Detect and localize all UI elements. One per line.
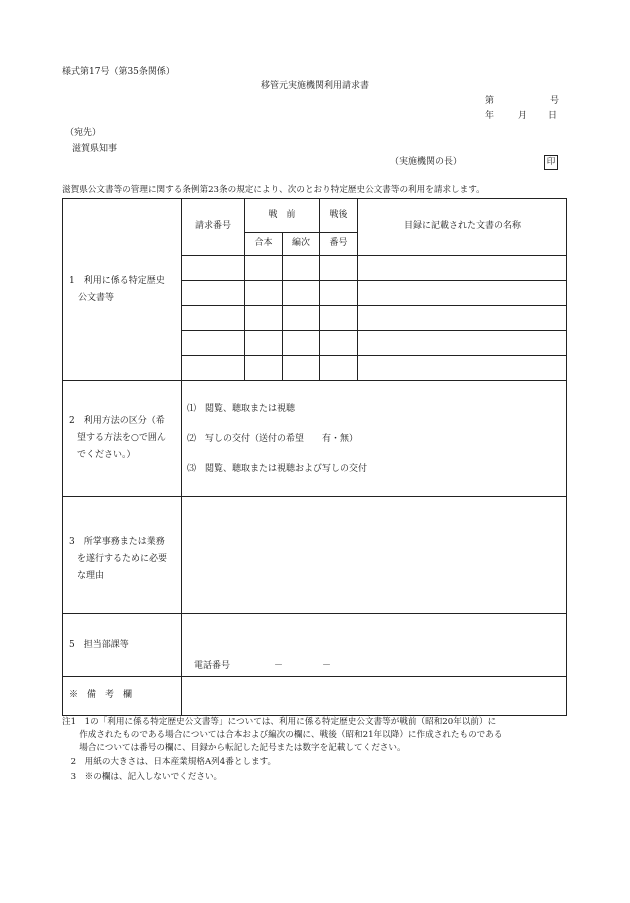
label-column-divider [181, 199, 182, 716]
section5-label: 5 担当部課等 [69, 640, 129, 650]
usage-option-3[interactable]: ⑶ 閲覧、聴取または視聴および写しの交付 [187, 464, 368, 474]
note-line-4: 2 用紙の大きさは、日本産業規格A列4番とします。 [62, 757, 277, 767]
grid-divider-3 [319, 199, 320, 380]
requester-label: （実施機関の長） [390, 157, 463, 167]
usage-option-2[interactable]: ⑵ 写しの交付（送付の希望 有・無） [187, 434, 359, 444]
col-number: 番号 [329, 238, 348, 248]
row-rule-4 [181, 355, 567, 356]
section2-label-line2: 望する方法を○で囲ん [77, 433, 166, 443]
date-line [485, 110, 557, 122]
section2-label-line3: でください。） [77, 450, 136, 460]
row-rule-1 [181, 280, 567, 281]
number-suffix: 号 [550, 96, 560, 106]
remarks-label: ※ 備 考 欄 [69, 690, 133, 700]
note-line-2: 作成されたものである場合については合本および編次の欄に、戦後（昭和21年以降）に作成されたものである [62, 730, 503, 740]
document-title: 移管元実施機関利用請求書 [260, 81, 369, 91]
document-number-line [485, 95, 559, 107]
intro-text: 滋賀県公文書等の管理に関する条例第23条の規定により、次のとおり特定歴史公文書等の利用を請求します。 [62, 185, 485, 195]
section3-label-line1: 3 所掌事務または業務 [69, 537, 165, 547]
note-line-5: 3 ※の欄は、記入しないでください。 [62, 772, 223, 782]
reason-field[interactable] [182, 497, 567, 612]
section5-bottom-rule [63, 676, 567, 677]
subheader-rule [244, 232, 357, 233]
row-rule-3 [181, 330, 567, 331]
section1-label-line2: 公文書等 [69, 293, 115, 303]
col-postwar: 戦後 [329, 210, 348, 220]
col-document-name: 目録に記載された文書の名称 [403, 221, 521, 231]
section1-label-line1: 1 利用に係る特定歴史 [69, 276, 165, 286]
request-table [62, 198, 567, 716]
note-line-1: 注1 1の「利用に係る特定歴史公文書等」については、利用に係る特定歴史公文書等が戦前（昭和20年以前）に [62, 717, 497, 727]
date-month: 月 [518, 111, 528, 121]
col-edition: 編次 [291, 238, 310, 248]
number-prefix: 第 [485, 96, 495, 106]
form-number: 様式第17号（第35条関係） [62, 67, 175, 77]
section3-bottom-rule [63, 613, 567, 614]
grid-divider-1 [244, 199, 245, 380]
col-volume: 合本 [254, 238, 273, 248]
addressee-label: （宛先） [65, 128, 102, 138]
date-year: 年 [485, 111, 495, 121]
section1-bottom-rule [63, 380, 567, 381]
addressee: 滋賀県知事 [72, 144, 118, 154]
col-request-number: 請求番号 [194, 221, 231, 231]
section2-label-line1: 2 利用方法の区分（希 [69, 416, 165, 426]
header-bottom-rule [181, 255, 567, 256]
usage-option-1[interactable]: ⑴ 閲覧、聴取または視聴 [187, 404, 296, 414]
section3-label-line3: な理由 [77, 571, 105, 581]
seal-box: 印 [544, 155, 558, 170]
section3-label-line2: を遂行するために必要 [77, 554, 168, 564]
date-day: 日 [548, 111, 558, 121]
note-line-3: 場合については番号の欄に、目録から転記した記号または数字を記載してください。 [62, 743, 406, 753]
phone-dash-1: － [274, 661, 284, 671]
phone-dash-2: － [322, 661, 332, 671]
col-prewar: 戦 前 [268, 210, 296, 220]
phone-label: 電話番号 [194, 661, 231, 671]
row-rule-2 [181, 305, 567, 306]
